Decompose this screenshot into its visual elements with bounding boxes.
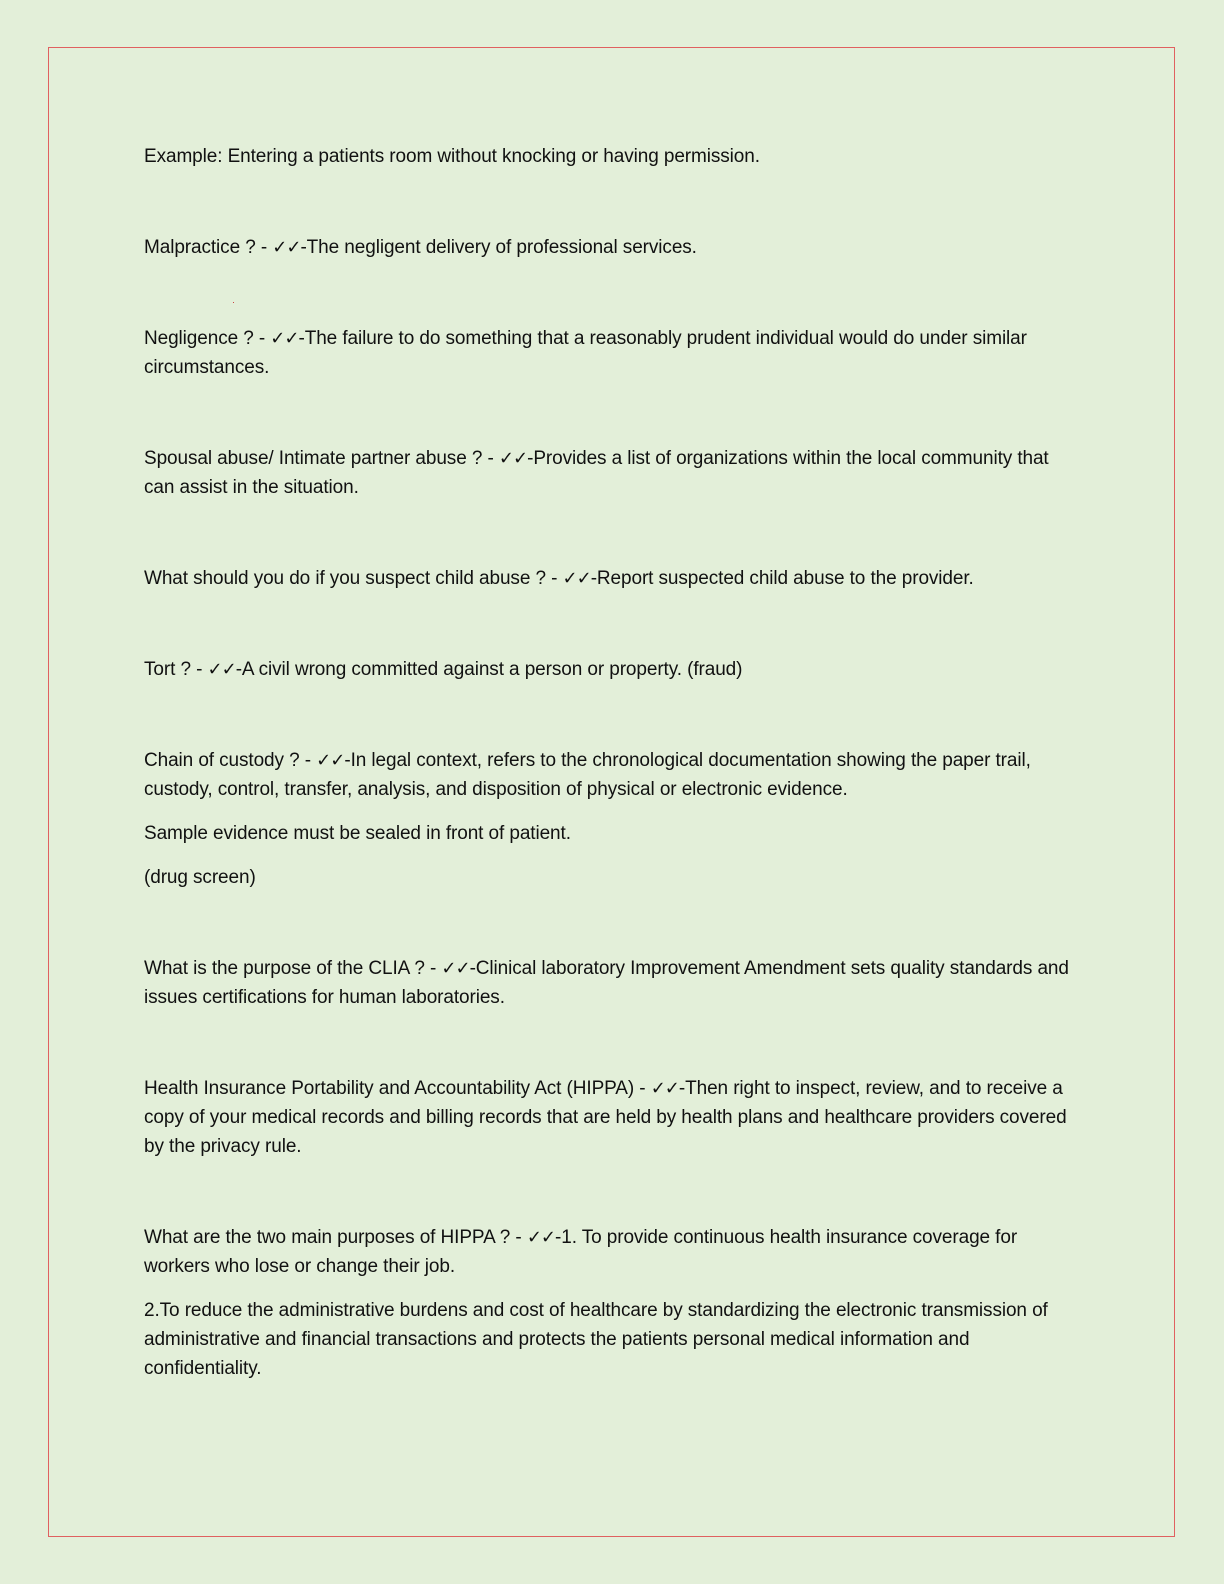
entry-tort: Tort ? - ✓✓-A civil wrong committed against a person or property. (fraud) [144, 659, 743, 680]
double-check-icon: ✓✓ [441, 958, 470, 979]
entry-chain-of-custody: Chain of custody ? - ✓✓-In legal context, refers to the chronological documentation showing the paper trail, custody, control, transfer, analysis, and disposition of physical or electronic evidence. [144, 750, 1031, 800]
entry-hippa-purposes: What are the two main purposes of HIPPA ? - ✓✓-1. To provide continuous health insurance coverage for workers who lose or change their job. [144, 1227, 1018, 1277]
entry-malpractice: Malpractice ? - ✓✓-The negligent delivery of professional services. [144, 237, 697, 258]
double-check-icon: ✓✓ [270, 328, 299, 349]
entry-spousal-abuse: Spousal abuse/ Intimate partner abuse ? - ✓✓-Provides a list of organizations within the local community that can assist in the situation. [144, 448, 1049, 498]
double-check-icon: ✓✓ [498, 448, 528, 469]
entry-sample-evidence: Sample evidence must be sealed in front of patient. [144, 823, 571, 844]
entry-hippa-purpose-2: 2.To reduce the administrative burdens and cost of healthcare by standardizing the electronic transmission of administrative and financial transactions and protects the patients personal medical information and confidentiality. [144, 1300, 1048, 1379]
double-check-icon: ✓✓ [316, 750, 345, 771]
double-check-icon: ✓✓ [272, 237, 301, 258]
double-check-icon: ✓✓ [207, 659, 236, 680]
double-check-icon: ✓✓ [526, 1227, 555, 1248]
double-check-icon: ✓✓ [562, 568, 591, 589]
double-check-icon: ✓✓ [650, 1078, 679, 1099]
entry-drug-screen: (drug screen) [144, 867, 256, 888]
entry-hippa: Health Insurance Portability and Accountability Act (HIPPA) - ✓✓-Then right to inspect, review, and to receive a copy of your medical records and billing records that are held by health plans and healthcare providers covered by the privacy rule. [144, 1078, 1067, 1157]
example-note: Example: Entering a patients room without knocking or having permission. [144, 146, 760, 167]
document-body [144, 142, 1084, 1383]
entry-child-abuse: What should you do if you suspect child abuse ? - ✓✓-Report suspected child abuse to the provider. [144, 568, 974, 589]
entry-negligence: Negligence ? - ✓✓-The failure to do something that a reasonably prudent individual would do under similar circumstances. [144, 328, 1027, 378]
entry-clia: What is the purpose of the CLIA ? - ✓✓-Clinical laboratory Improvement Amendment sets quality standards and issues certifications for human laboratories. [144, 958, 1069, 1008]
